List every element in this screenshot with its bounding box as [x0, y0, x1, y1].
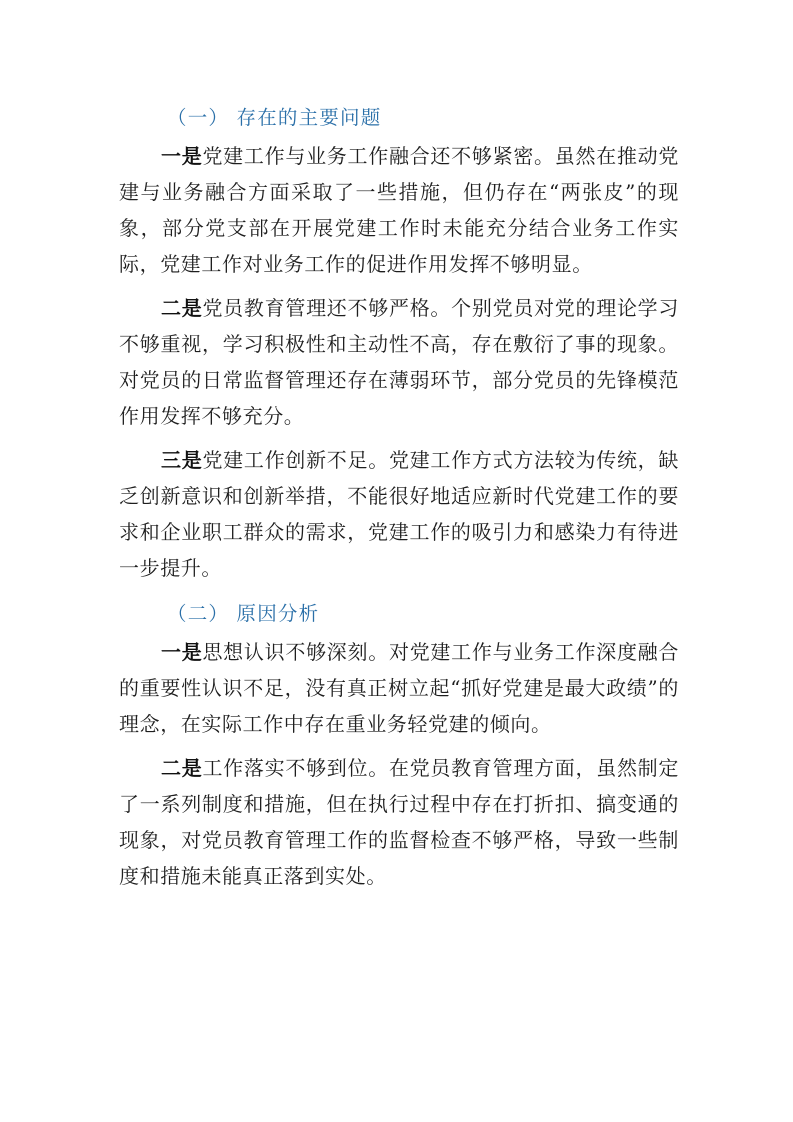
paragraph-problem-3 — [119, 442, 679, 586]
section-heading-main-problems: （一） 存在的主要问题 — [167, 106, 382, 129]
paragraph-cause-1 — [119, 634, 679, 742]
paragraph-text: 党建工作创新不足。党建工作方式方法较为传统，缺乏创新意识和创新举措，不能很好地适应新时代党建工作的要求和企业职工群众的需求，党建工作的吸引力和感染力有待进一步提升。 — [119, 448, 679, 580]
paragraph-lead: 三是 — [161, 448, 203, 472]
paragraph-cause-2 — [119, 750, 679, 894]
paragraph-problem-1 — [119, 138, 679, 282]
paragraph-lead: 二是 — [161, 296, 203, 320]
paragraph-text: 党建工作与业务工作融合还不够紧密。虽然在推动党建与业务融合方面采取了一些措施，但仍存在“两张皮”的现象，部分党支部在开展党建工作时未能充分结合业务工作实际，党建工作对业务工作的促进作用发挥不够明显。 — [119, 144, 679, 276]
paragraph-problem-2 — [119, 290, 679, 434]
document-body — [119, 98, 679, 902]
paragraph-text: 党员教育管理还不够严格。个别党员对党的理论学习不够重视，学习积极性和主动性不高，存在敷衍了事的现象。对党员的日常监督管理还存在薄弱环节，部分党员的先锋模范作用发挥不够充分。 — [119, 296, 679, 428]
paragraph-lead: 一是 — [161, 640, 203, 664]
paragraph-lead: 二是 — [161, 756, 203, 780]
section-heading-cause-analysis: （二） 原因分析 — [167, 602, 320, 625]
paragraph-text: 工作落实不够到位。在党员教育管理方面，虽然制定了一系列制度和措施，但在执行过程中存在打折扣、搞变通的现象，对党员教育管理工作的监督检查不够严格，导致一些制度和措施未能真正落到实处。 — [119, 756, 679, 888]
paragraph-lead: 一是 — [161, 144, 203, 168]
paragraph-text: 思想认识不够深刻。对党建工作与业务工作深度融合的重要性认识不足，没有真正树立起“抓好党建是最大政绩”的理念，在实际工作中存在重业务轻党建的倾向。 — [119, 640, 679, 736]
